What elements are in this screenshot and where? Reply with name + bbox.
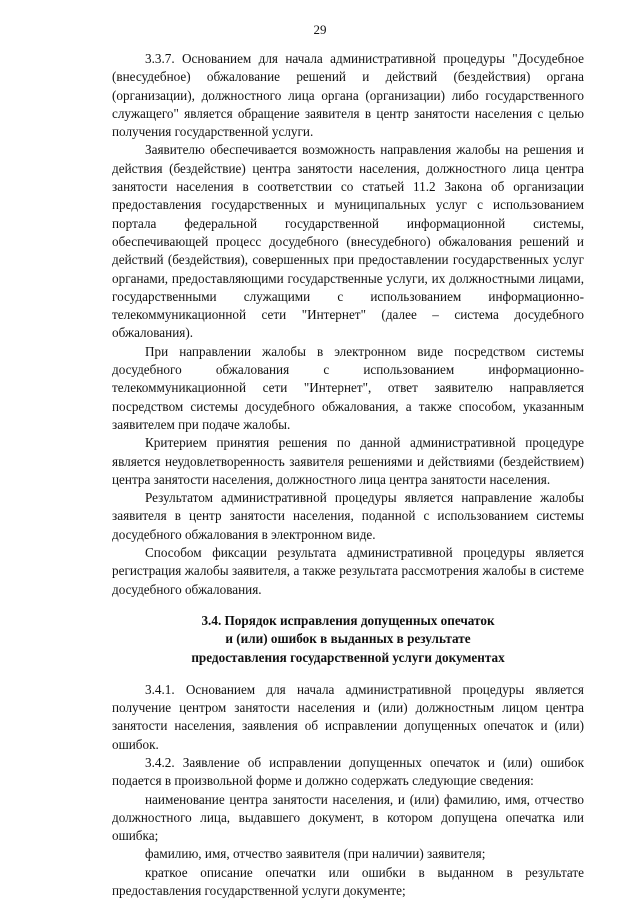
list-item: фамилию, имя, отчество заявителя (при наличии) заявителя;: [145, 846, 486, 862]
heading-line: 3.4. Порядок исправления допущенных опечаток: [201, 612, 495, 628]
list-item: наименование центра занятости населения, и (или) фамилию, имя, отчество должностного лица, выдавшего документ, в котором допущена опечатка или ошибка;: [112, 791, 584, 844]
paragraph-3-4-1: 3.4.1. Основанием для начала административной процедуры является получение центром занятости населения и (или) должностным лицом центра занятости населения, заявления об исправлении допущенных опечаток и (или) ошибок.: [112, 681, 584, 752]
paragraph-procedure-result: Результатом административной процедуры является направление жалобы заявителя в центр занятости населения, поданной с использованием системы досудебного обжалования в электронном виде.: [112, 490, 584, 542]
section-heading-3-4: [112, 612, 584, 667]
paragraph-electronic-complaint: При направлении жалобы в электронном виде посредством системы досудебного обжалования с использованием информационно-телекоммуникационной сети "Интернет", ответ заявителю направляется посредством системы досудебного обжалования, а также способом, указанным заявителем при подаче жалобы.: [112, 343, 584, 432]
paragraph-result-recording: Способом фиксации результата административной процедуры является регистрация жалобы заявителя, а также результата рассмотрения жалобы в системе досудебного обжалования.: [112, 545, 584, 597]
paragraph-decision-criterion: Критерием принятия решения по данной административной процедуре является неудовлетворенность заявителя решениями и действиями (бездействием) центра занятости населения, должностного лица центра занятости населения.: [112, 435, 584, 487]
document-body: [112, 50, 584, 900]
paragraph-3-4-2: 3.4.2. Заявление об исправлении допущенных опечаток и (или) ошибок подается в произвольной форме и должно содержать следующие сведения:: [112, 754, 584, 789]
page-number: 29: [313, 22, 327, 37]
paragraph-3-3-7: 3.3.7. Основанием для начала административной процедуры "Досудебное (внесудебное) обжалование решений и действий (бездействия) органа (организации), должностного лица органа (организации) либо государственного служащего" является обращение заявителя в центр занятости населения с целью получения государственной услуги.: [112, 51, 584, 140]
heading-line: и (или) ошибок в выданных в результате: [225, 631, 471, 647]
list-item: краткое описание опечатки или ошибки в выданном в результате предоставления государственной услуги документе;: [112, 864, 584, 899]
paragraph-complaint-possibility: Заявителю обеспечивается возможность направления жалобы на решения и действия (бездействие) центра занятости населения, должностного лица центра занятости населения в соответствии со статьей 11.2 Закона об организации предоставления государственных и муниципальных услуг с использованием портала федеральной государственной информационной системы, обеспечивающей процесс досудебного (внесудебного) обжалования решений и действий (бездействия), совершенных при предоставлении государственных услуг органами, предоставляющими государственные услуги, их должностными лицами, государственными служащими с использованием информационно-телекоммуникационной сети "Интернет" (далее – система досудебного обжалования).: [112, 142, 584, 341]
heading-line: предоставления государственной услуги документах: [191, 649, 505, 665]
